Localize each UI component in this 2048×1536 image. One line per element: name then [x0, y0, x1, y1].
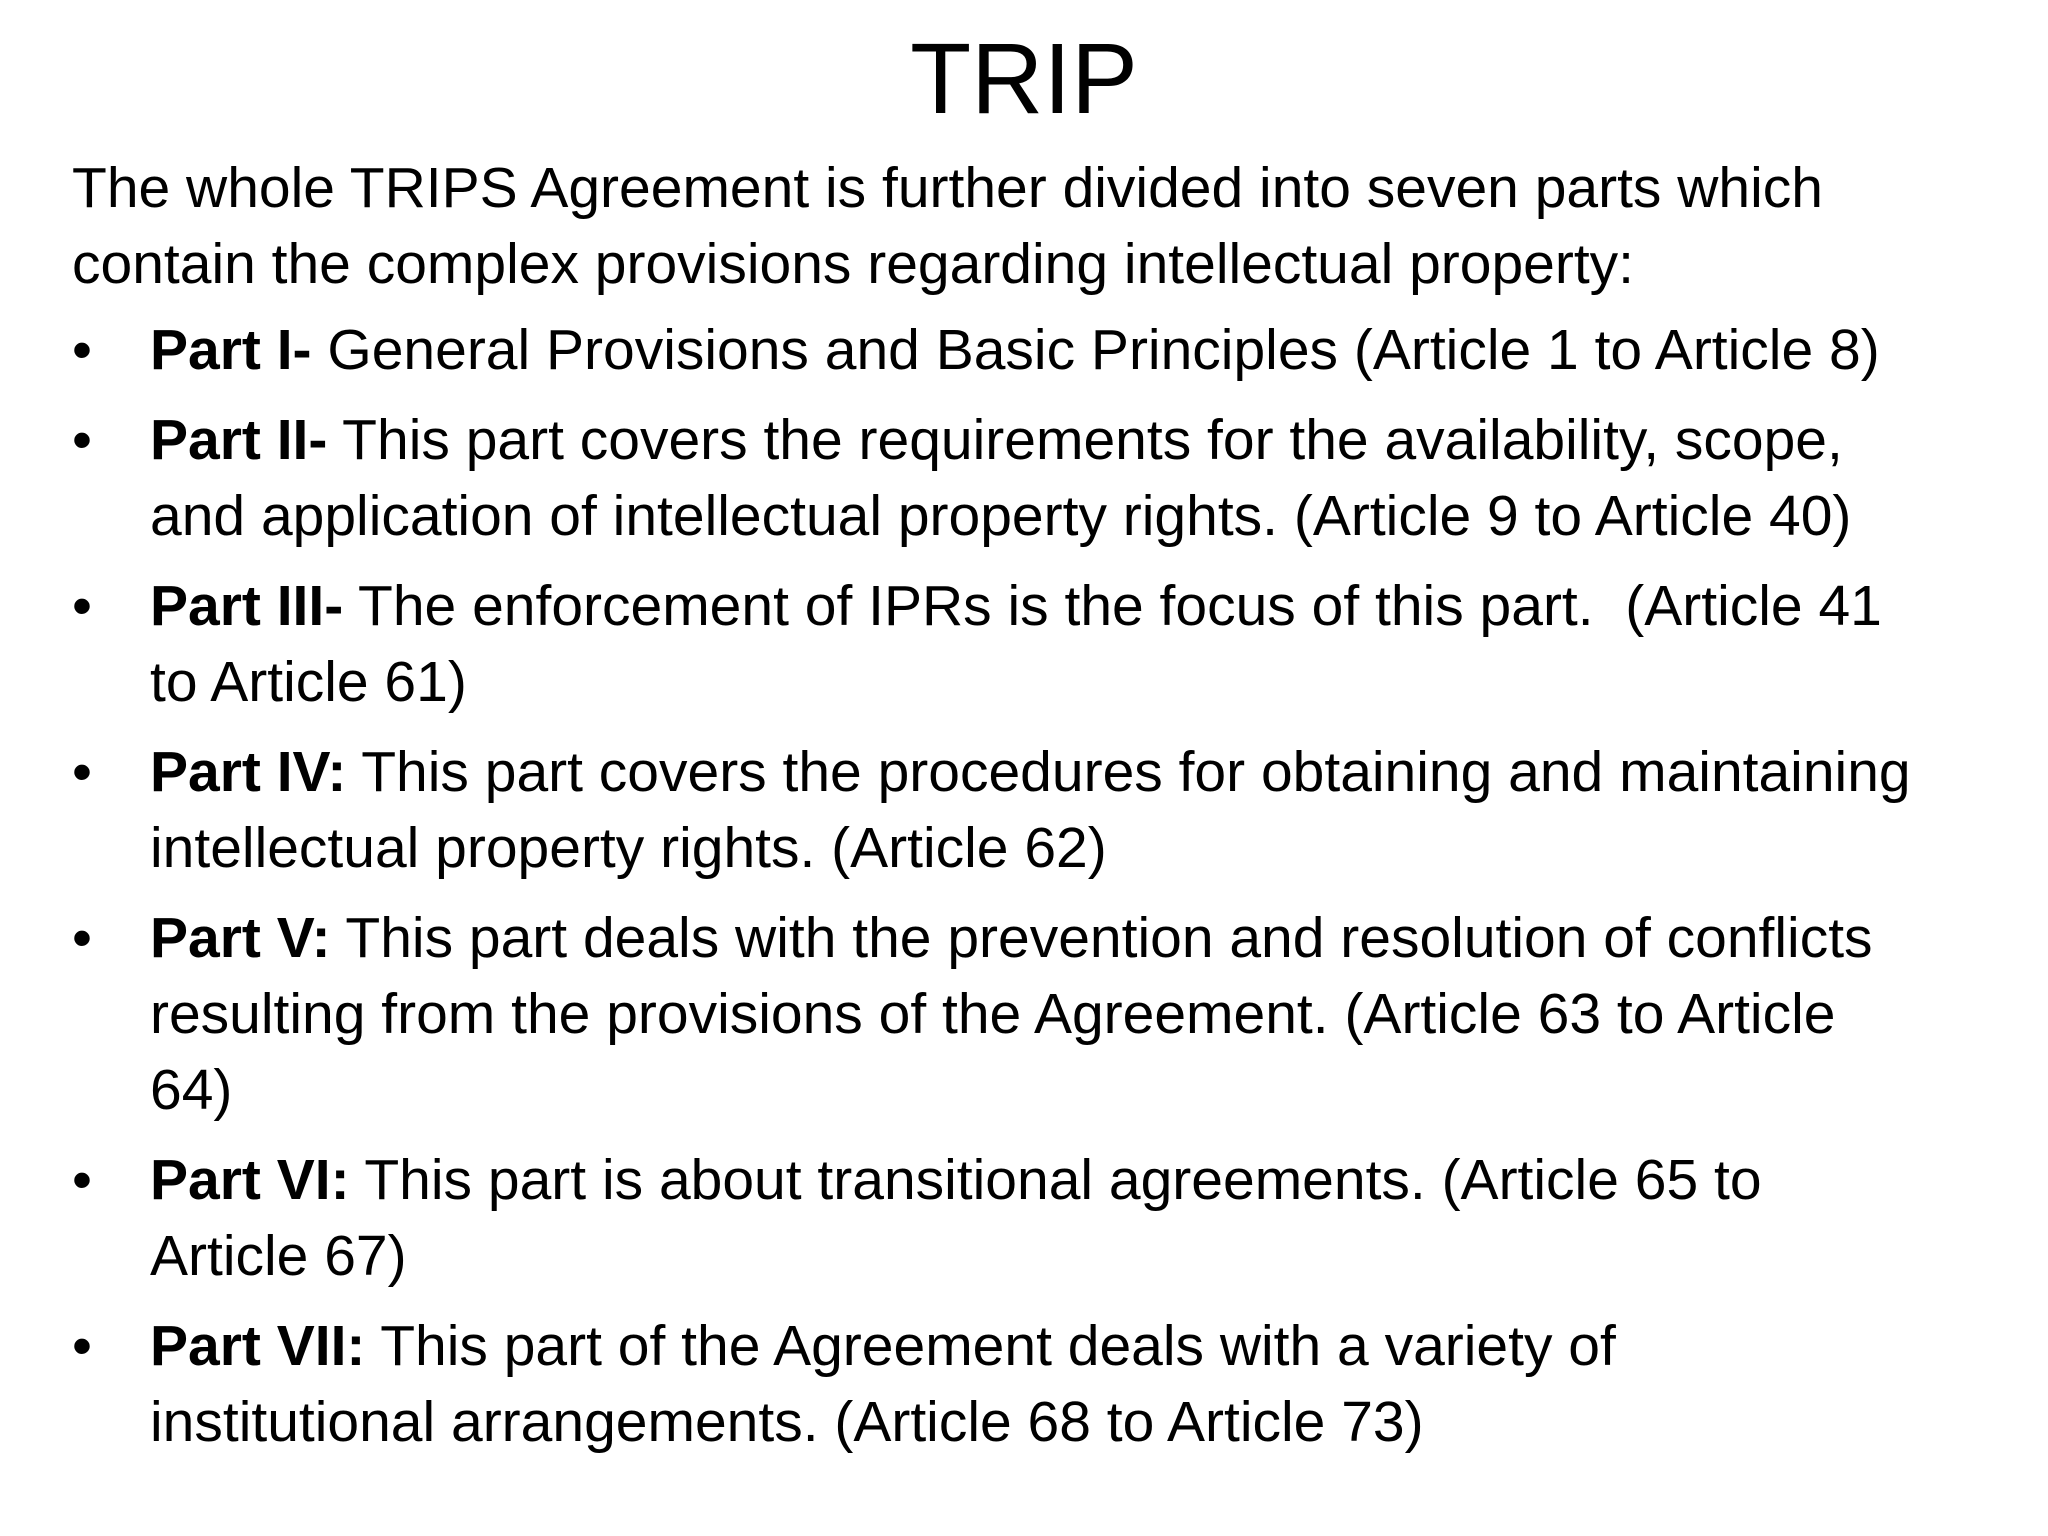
list-item	[72, 568, 1972, 720]
intro-line: The whole TRIPS Agreement is further divided into seven parts which	[72, 156, 1823, 220]
list-item	[72, 1142, 1972, 1294]
list-item-line	[150, 734, 1972, 810]
part-text: This part deals with the prevention and resolution of conflicts	[330, 906, 1873, 970]
bullet-icon: •	[72, 906, 92, 970]
list-item-line	[150, 900, 1972, 976]
part-text: This part of the Agreement deals with a variety of	[365, 1314, 1616, 1378]
slide-title: TRIP	[910, 23, 1138, 135]
part-text: This part covers the requirements for the availability, scope,	[327, 408, 1843, 472]
parts-list	[72, 312, 1972, 1460]
list-item-line	[150, 1142, 1972, 1218]
list-item	[72, 734, 1972, 886]
part-text: General Provisions and Basic Principles (Article 1 to Article 8)	[311, 318, 1880, 382]
part-label: Part II-	[150, 408, 328, 472]
list-item-line	[150, 568, 1972, 644]
part-text: institutional arrangements. (Article 68 to Article 73)	[150, 1390, 1424, 1454]
part-text: and application of intellectual property rights. (Article 9 to Article 40)	[150, 484, 1852, 548]
part-label: Part VI:	[150, 1148, 350, 1212]
list-item-line	[150, 1308, 1972, 1384]
part-label: Part III-	[150, 574, 344, 638]
slide-content	[72, 150, 1972, 1474]
part-label: Part V:	[150, 906, 331, 970]
part-text: The enforcement of IPRs is the focus of this part. (Article 41	[343, 574, 1882, 638]
part-text: This part covers the procedures for obtaining and maintaining	[346, 740, 1911, 804]
intro-line: contain the complex provisions regarding intellectual property:	[72, 232, 1635, 296]
list-item	[72, 900, 1972, 1128]
part-text: Article 67)	[150, 1224, 407, 1288]
list-item	[72, 1308, 1972, 1460]
part-label: Part IV:	[150, 740, 347, 804]
bullet-icon: •	[72, 318, 92, 382]
list-item	[72, 312, 1972, 388]
list-item-line	[150, 312, 1972, 388]
bullet-icon: •	[72, 408, 92, 472]
bullet-icon: •	[72, 740, 92, 804]
list-item	[72, 402, 1972, 554]
part-text: resulting from the provisions of the Agreement. (Article 63 to Article	[150, 982, 1836, 1046]
bullet-icon: •	[72, 574, 92, 638]
part-label: Part I-	[150, 318, 312, 382]
part-text: intellectual property rights. (Article 62)	[150, 816, 1107, 880]
part-label: Part VII:	[150, 1314, 366, 1378]
part-text: 64)	[150, 1058, 233, 1122]
part-text: This part is about transitional agreements. (Article 65 to	[349, 1148, 1762, 1212]
intro-paragraph	[72, 150, 1972, 302]
list-item-line	[150, 402, 1972, 478]
bullet-icon: •	[72, 1314, 92, 1378]
bullet-icon: •	[72, 1148, 92, 1212]
part-text: to Article 61)	[150, 650, 467, 714]
